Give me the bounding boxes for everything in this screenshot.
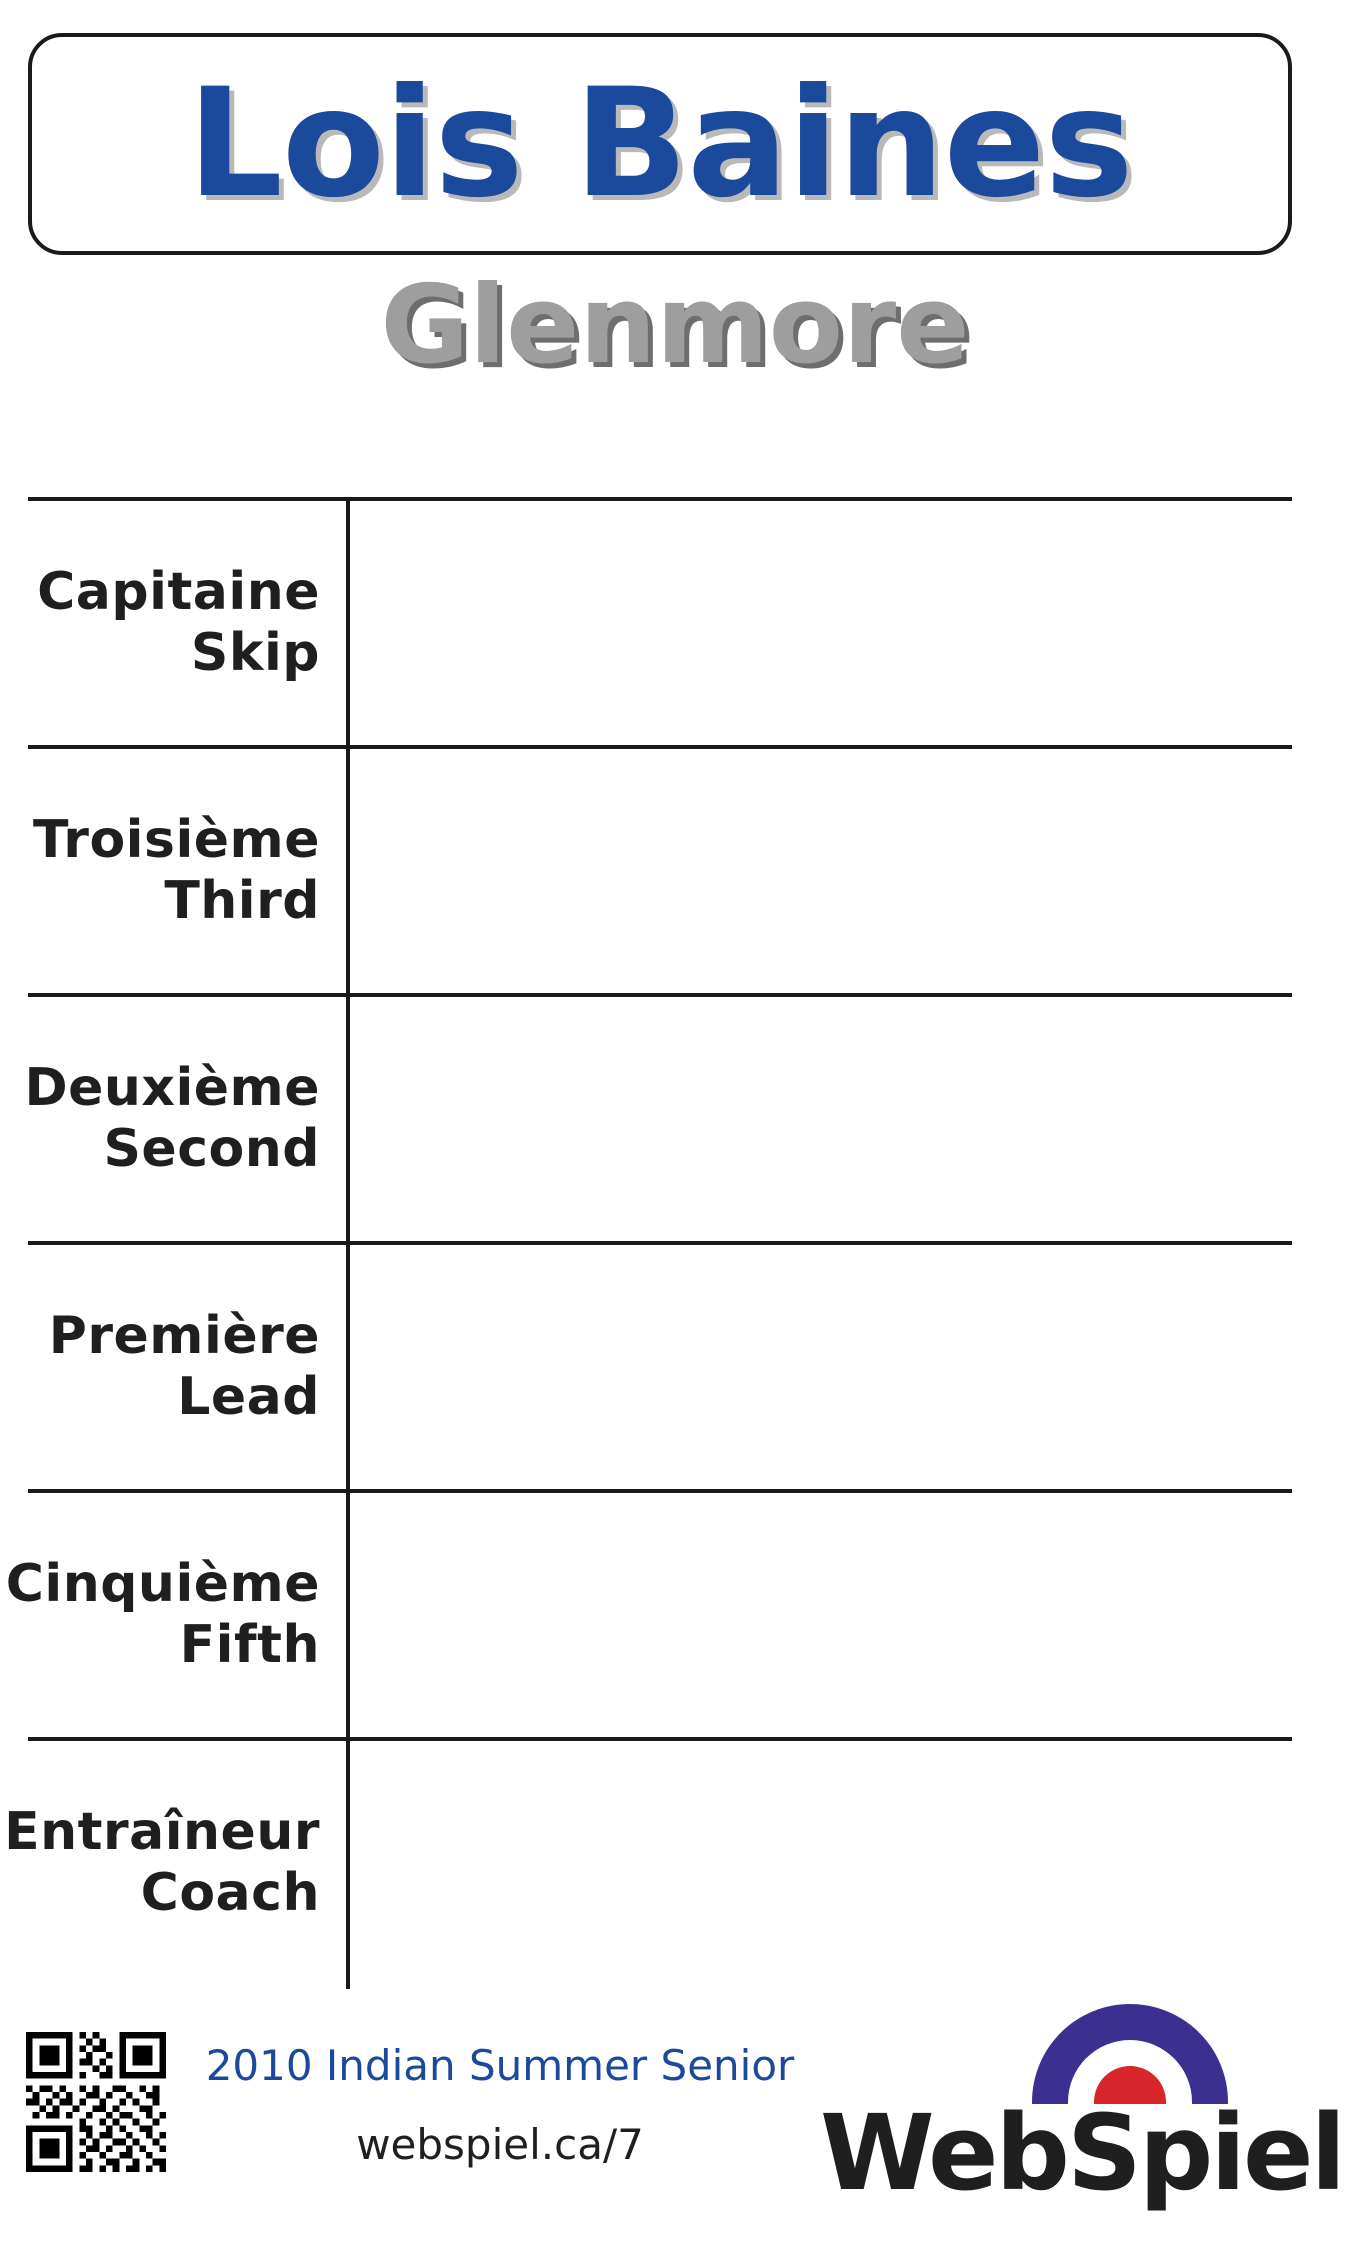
table-row <box>4 1737 1292 1985</box>
roster-table <box>4 497 1292 1985</box>
position-value-lead[interactable] <box>368 1245 1292 1489</box>
position-label-skip: Capitaine Skip <box>37 561 320 683</box>
row-divider <box>346 1245 350 1493</box>
position-value-second[interactable] <box>368 997 1292 1241</box>
table-row <box>24 993 1292 1241</box>
row-divider <box>346 997 350 1245</box>
table-row <box>28 1241 1292 1489</box>
event-info <box>190 2040 810 2171</box>
position-value-skip[interactable] <box>368 501 1292 745</box>
table-row <box>28 497 1292 745</box>
logo-text: WebSpiel <box>820 2092 1344 2214</box>
qr-code-icon[interactable] <box>26 2032 166 2172</box>
page-title: Lois Baines <box>187 57 1133 231</box>
event-name: 2010 Indian Summer Senior <box>205 2041 795 2090</box>
row-divider <box>346 501 350 749</box>
position-value-third[interactable] <box>368 749 1292 993</box>
position-label-fifth: Cinquième Fifth <box>5 1553 320 1675</box>
table-row <box>5 1489 1292 1737</box>
event-url[interactable]: webspiel.ca/7 <box>356 2119 644 2169</box>
footer <box>0 2010 1350 2250</box>
position-label-coach: Entraîneur Coach <box>4 1801 320 1923</box>
webspiel-logo[interactable] <box>820 2000 1344 2250</box>
row-divider <box>346 1493 350 1741</box>
club-name: Glenmore <box>380 263 970 388</box>
curling-house-target-icon <box>1032 2004 1228 2104</box>
row-divider <box>346 749 350 997</box>
position-label-lead: Première Lead <box>48 1305 320 1427</box>
table-row <box>28 745 1292 993</box>
player-name-box <box>28 33 1292 255</box>
row-divider <box>346 1741 350 1989</box>
position-label-third: Troisième Third <box>33 809 320 931</box>
position-label-second: Deuxième Second <box>24 1057 320 1179</box>
position-value-coach[interactable] <box>368 1741 1292 1985</box>
position-value-fifth[interactable] <box>368 1493 1292 1737</box>
